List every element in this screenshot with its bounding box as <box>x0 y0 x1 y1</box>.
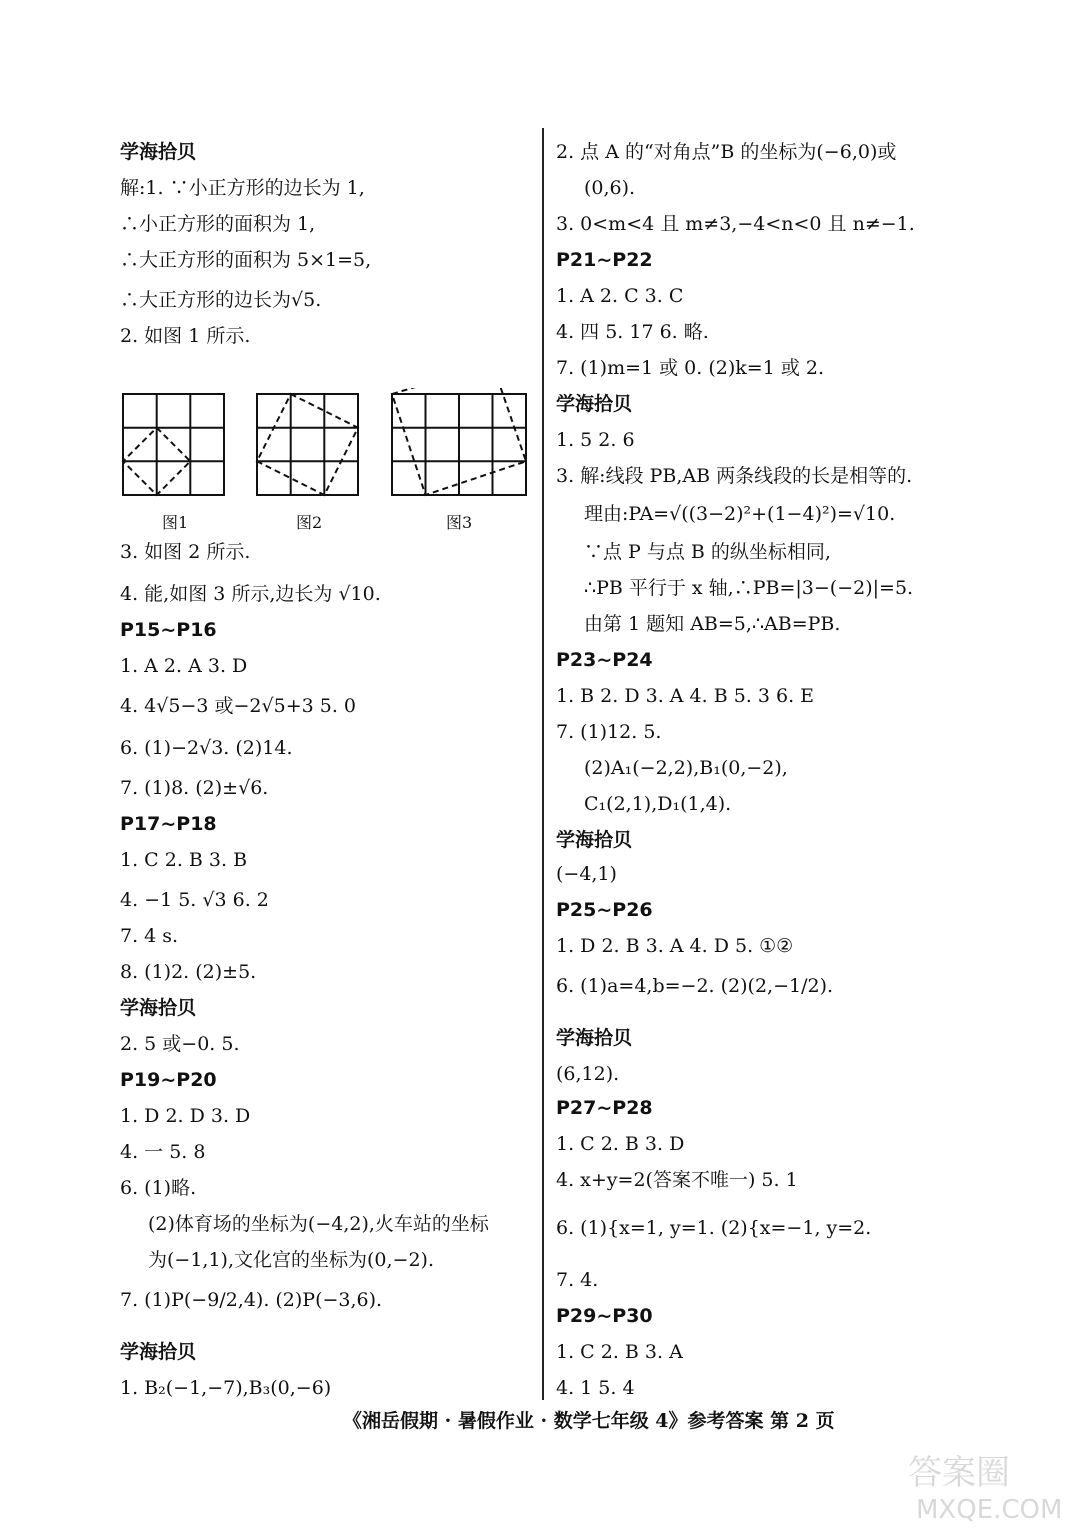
right-line-19: 学海拾贝 <box>556 829 633 851</box>
page-footer: 《湘岳假期 · 暑假作业 · 数学七年级 4》参考答案 第 2 页 <box>343 1410 835 1432</box>
right-line-18: C₁(2,1),D₁(1,4). <box>584 793 732 815</box>
right-line-23: 6. (1)a=4,b=−2. (2)(2,−1/2). <box>556 975 834 997</box>
left-line-10: 4. 4√5−3 或−2√5+3 5. 0 <box>120 695 357 717</box>
left-line-28: 1. B₂(−1,−7),B₃(0,−6) <box>120 1377 332 1399</box>
figure-3-grid <box>392 388 526 495</box>
right-line-33: 4. 1 5. 4 <box>556 1377 635 1399</box>
right-line-10: 理由:PA=√((3−2)²+(1−4)²)=√10. <box>584 503 896 525</box>
right-line-2: 3. 0<m<4 且 m≠3,−4<n<0 且 n≠−1. <box>556 213 915 235</box>
right-line-28: 4. x+y=2(答案不唯一) 5. 1 <box>556 1169 798 1191</box>
right-line-13: 由第 1 题知 AB=5,∴AB=PB. <box>584 613 841 635</box>
left-line-14: 1. C 2. B 3. B <box>120 849 248 871</box>
figure-3-caption: 图3 <box>446 513 473 532</box>
right-line-30: 7. 4. <box>556 1269 599 1291</box>
right-line-15: 1. B 2. D 3. A 4. B 5. 3 6. E <box>556 685 815 707</box>
left-line-3: ∴大正方形的面积为 5×1=5, <box>120 249 372 271</box>
left-line-24: (2)体育场的坐标为(−4,2),火车站的坐标 <box>148 1213 489 1235</box>
left-line-25: 为(−1,1),文化宫的坐标为(0,−2). <box>148 1249 435 1271</box>
right-line-0: 2. 点 A 的“对角点”B 的坐标为(−6,0)或 <box>556 141 897 163</box>
right-line-8: 1. 5 2. 6 <box>556 429 635 451</box>
right-line-1: (0,6). <box>584 177 636 199</box>
left-line-19: 2. 5 或−0. 5. <box>120 1033 240 1055</box>
right-line-3: P21~P22 <box>556 249 653 271</box>
left-line-12: 7. (1)8. (2)±√6. <box>120 777 269 799</box>
figure-1-grid <box>123 394 224 495</box>
right-line-20: (−4,1) <box>556 863 617 885</box>
left-line-8: P15~P16 <box>120 619 217 641</box>
right-line-31: P29~P30 <box>556 1305 653 1327</box>
left-line-16: 7. 4 s. <box>120 925 179 947</box>
left-line-20: P19~P20 <box>120 1069 217 1091</box>
figure-2-square <box>257 394 358 495</box>
right-line-32: 1. C 2. B 3. A <box>556 1341 683 1363</box>
left-line-0: 学海拾贝 <box>120 141 197 163</box>
right-line-7: 学海拾贝 <box>556 393 633 415</box>
svg-text:答案圈: 答案圈 <box>908 1453 1010 1493</box>
right-line-6: 7. (1)m=1 或 0. (2)k=1 或 2. <box>556 357 824 379</box>
column-divider <box>542 128 544 1400</box>
right-line-29: 6. (1){x=1, y=1. (2){x=−1, y=2. <box>556 1217 872 1239</box>
figure-2-grid <box>257 394 358 495</box>
left-line-23: 6. (1)略. <box>120 1177 197 1199</box>
right-line-9: 3. 解:线段 PB,AB 两条线段的长是相等的. <box>556 465 913 487</box>
right-line-12: ∴PB 平行于 x 轴,∴PB=|3−(−2)|=5. <box>584 577 914 599</box>
left-line-15: 4. −1 5. √3 6. 2 <box>120 889 269 911</box>
left-line-26: 7. (1)P(−9/2,4). (2)P(−3,6). <box>120 1289 383 1311</box>
right-line-27: 1. C 2. B 3. D <box>556 1133 685 1155</box>
right-line-22: 1. D 2. B 3. A 4. D 5. ①② <box>556 935 794 957</box>
right-line-5: 4. 四 5. 17 6. 略. <box>556 321 709 343</box>
right-line-4: 1. A 2. C 3. C <box>556 285 684 307</box>
left-line-2: ∴小正方形的面积为 1, <box>120 213 316 235</box>
figure-2-caption: 图2 <box>296 513 323 532</box>
grid-figures <box>120 388 540 538</box>
right-line-11: ∵点 P 与点 B 的纵坐标相同, <box>584 541 831 563</box>
figure-1-caption: 图1 <box>162 513 189 532</box>
right-line-26: P27~P28 <box>556 1097 653 1119</box>
right-line-16: 7. (1)12. 5. <box>556 721 662 743</box>
left-line-13: P17~P18 <box>120 813 217 835</box>
svg-text:MXQE.COM: MXQE.COM <box>916 1495 1063 1525</box>
right-line-25: (6,12). <box>556 1063 620 1085</box>
left-line-9: 1. A 2. A 3. D <box>120 655 248 677</box>
left-line-5: 2. 如图 1 所示. <box>120 325 251 347</box>
left-line-18: 学海拾贝 <box>120 997 197 1019</box>
left-line-6: 3. 如图 2 所示. <box>120 541 251 563</box>
left-line-21: 1. D 2. D 3. D <box>120 1105 251 1127</box>
right-line-17: (2)A₁(−2,2),B₁(0,−2), <box>584 757 788 779</box>
left-line-17: 8. (1)2. (2)±5. <box>120 961 257 983</box>
right-line-21: P25~P26 <box>556 899 653 921</box>
watermark-logo <box>902 1448 1072 1528</box>
left-line-1: 解:1. ∵小正方形的边长为 1, <box>120 177 365 199</box>
left-line-11: 6. (1)−2√3. (2)14. <box>120 737 293 759</box>
left-line-27: 学海拾贝 <box>120 1341 197 1363</box>
left-line-7: 4. 能,如图 3 所示,边长为 √10. <box>120 583 381 605</box>
right-line-24: 学海拾贝 <box>556 1027 633 1049</box>
right-line-14: P23~P24 <box>556 649 653 671</box>
left-line-22: 4. 一 5. 8 <box>120 1141 206 1163</box>
left-line-4: ∴大正方形的边长为√5. <box>120 289 322 311</box>
